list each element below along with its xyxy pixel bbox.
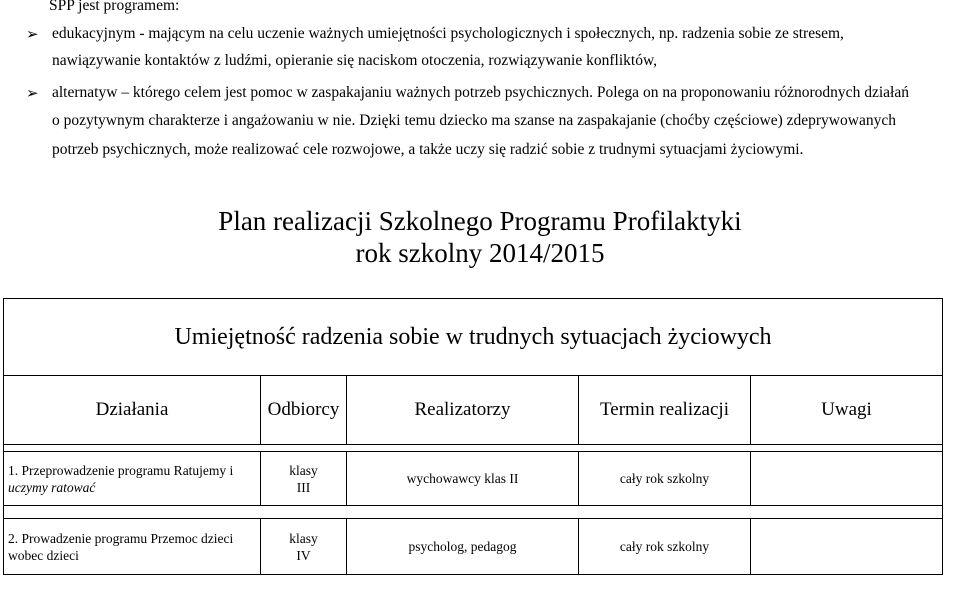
column-header-implementers: Realizatorzy <box>347 376 579 445</box>
bullet-1-line-2: nawiązywanie kontaktów z ludźmi, opieranie się naciskom otoczenia, rozwiązywanie konfliktów, <box>52 52 658 69</box>
plan-table <box>3 298 943 575</box>
audience-class: IV <box>296 547 311 563</box>
column-header-actions: Działania <box>4 376 261 445</box>
action-text: 2. Prowadzenie programu Przemoc dzieci <box>8 530 234 546</box>
table-row <box>4 452 943 506</box>
implementers-cell: wychowawcy klas II <box>347 452 579 506</box>
bullet-arrow-icon: ➢ <box>26 27 39 43</box>
intro-text: SPP jest programem: <box>49 0 180 14</box>
implementers-cell: psycholog, pedagog <box>347 519 579 575</box>
audience-label: klasy <box>289 530 318 546</box>
notes-cell <box>751 452 943 506</box>
column-header-audience: Odbiorcy <box>261 376 347 445</box>
action-cell <box>4 519 261 575</box>
bullet-1-line-1: edukacyjnym - mającym na celu uczenie ważnych umiejętności psychologicznych i społecznych, np. radzenia sobie ze stresem, <box>52 25 844 42</box>
bullet-arrow-icon: ➢ <box>26 86 39 102</box>
column-header-term: Termin realizacji <box>579 376 751 445</box>
action-cell <box>4 452 261 506</box>
school-year: rok szkolny 2014/2015 <box>355 238 605 268</box>
audience-label: klasy <box>289 462 318 478</box>
bullet-2-line-3: potrzeb psychicznych, może realizować cele rozwojowe, a także uczy się radzić sobie z trudnymi sytuacjami życiowymi. <box>52 141 804 158</box>
page-title: Plan realizacji Szkolnego Programu Profilaktyki <box>218 206 742 236</box>
column-header-notes: Uwagi <box>751 376 943 445</box>
term-cell: cały rok szkolny <box>579 452 751 506</box>
table-header-row <box>4 376 943 445</box>
bullet-2-line-1: alternatyw – którego celem jest pomoc w zaspakajaniu ważnych potrzeb psychicznych. Polega on na proponowaniu różnorodnych działań <box>52 84 909 101</box>
section-heading: Umiejętność radzenia sobie w trudnych sytuacjach życiowych <box>4 299 943 376</box>
action-text: 1. Przeprowadzenie programu Ratujemy i <box>8 462 234 478</box>
audience-class: III <box>296 479 311 495</box>
action-text-italic: uczymy ratować <box>8 479 96 495</box>
audience-cell <box>261 519 347 575</box>
action-text-continued: wobec dzieci <box>8 547 79 563</box>
bullet-2-line-2: o pozytywnym charakterze i angażowaniu w nie. Dzięki temu dziecko ma szanse na zaspakajanie (choćby częściowe) zdeprywowanych <box>52 112 896 129</box>
notes-cell <box>751 519 943 575</box>
table-row <box>4 519 943 575</box>
audience-cell <box>261 452 347 506</box>
term-cell: cały rok szkolny <box>579 519 751 575</box>
